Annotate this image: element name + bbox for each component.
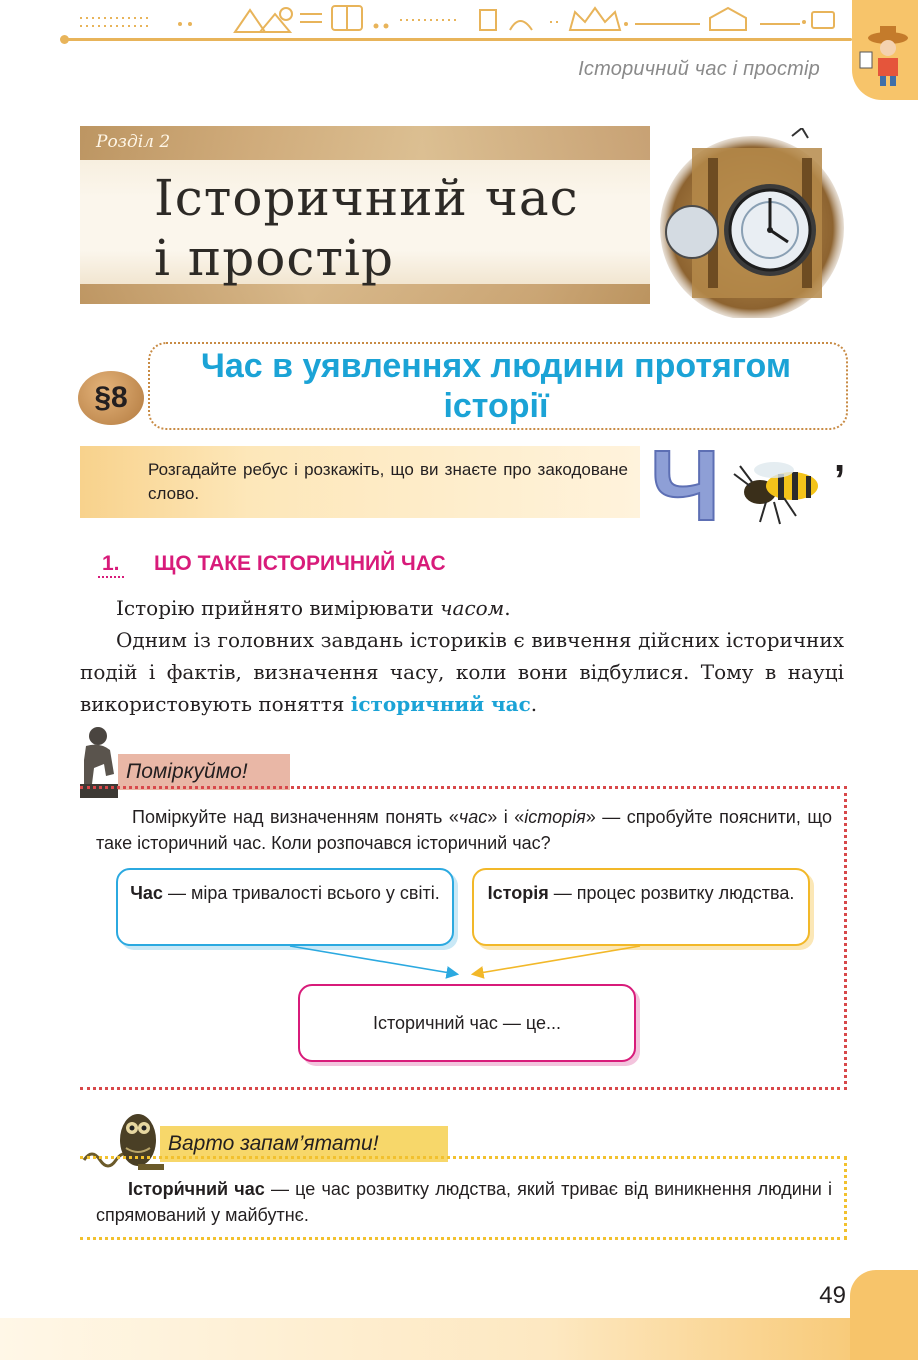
corner-tab [852,0,918,100]
clock-tower-image [652,128,848,318]
p1-text: Історію прийнято вимірювати [116,596,441,620]
arrow-blue [290,946,456,974]
paragraph-badge: §8 [78,371,144,425]
definition-time-term: Час [130,883,163,903]
section-label: Розділ 2 [96,132,171,152]
think-em-history: історія [524,807,586,827]
rebus-comma: , [834,436,846,480]
think-text-c: » — спробуйте пояснити, що таке історичний час. Коли розпочався історичний час? [96,807,832,853]
definition-box-time [116,868,454,946]
top-rule [62,38,852,41]
section-title: ЩО ТАКЕ ІСТОРИЧНИЙ ЧАС [154,552,446,575]
page-number: 49 [819,1282,846,1309]
body-paragraph-2 [80,624,844,720]
wasp-icon [730,452,830,530]
running-title: Історичний час і простір [578,58,820,80]
rebus-instruction: Розгадайте ребус і розкажіть, що ви знаєте про закодоване слово. [148,460,628,503]
rebus-letter: Ч [650,430,721,542]
chapter-title-line1: Історичний час [154,169,579,227]
chapter-title-line2: і простір [154,229,394,287]
connector-arrows [280,940,680,990]
definition-history-body: — процес розвитку людства. [548,883,795,903]
paragraph-title-line2: історії [443,387,549,425]
think-text-a: Поміркуйте над визначенням понять « [132,807,459,827]
think-text-b: » і « [487,807,525,827]
p1-emphasis: часом [440,596,505,620]
body-paragraph-1 [80,592,844,624]
definition-history-text [484,870,798,906]
p2-text: Одним із головних завдань істориків є вивчення дійсних історичних подій і фактів, визначення часу, коли вони відбулися. Тому в науці використовують поняття [80,628,844,716]
think-question [96,804,832,856]
top-rule-dot [60,35,69,44]
arrow-yellow [474,946,640,974]
definition-time-text [128,870,442,906]
paragraph-title [150,346,842,426]
p1-end: . [504,596,511,620]
remember-term: Істори́чний час [128,1179,265,1199]
think-label: Поміркуймо! [126,760,248,783]
result-text: Історичний час — це... [372,1013,562,1033]
result-box [298,984,636,1062]
definition-time-body: — міра тривалості всього у світі. [162,883,440,903]
remember-definition [96,1176,832,1228]
section-number: 1. [98,552,124,578]
paragraph-title-line1: Час в уявленнях людини протягом [200,347,792,385]
remember-label: Варто запам’ятати! [168,1132,379,1155]
think-em-time: час [458,807,488,827]
remember-body: — це час розвитку людства, який триває від виникнення людини і спрямований у майбутнє. [96,1179,832,1225]
p2-end: . [530,692,538,716]
definition-history-term: Історія [487,883,549,903]
footer-band [0,1318,918,1360]
chapter-title [154,168,579,288]
definition-box-history [472,868,810,946]
term-historical-time: історичний час [350,692,531,716]
page-tab [850,1270,918,1360]
explorer-icon [852,0,918,90]
